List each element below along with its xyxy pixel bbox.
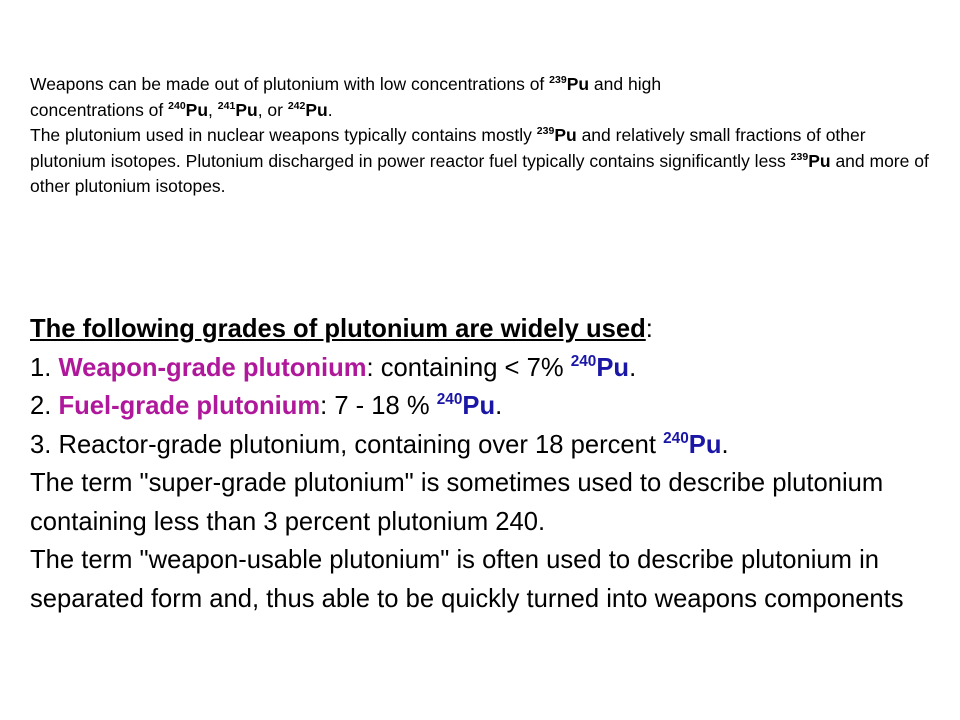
intro-paragraph-1	[30, 72, 930, 123]
isotope-symbol: Pu	[596, 353, 630, 382]
grades-block	[30, 310, 955, 618]
item-text: .	[629, 353, 637, 382]
item-text: .	[495, 392, 503, 420]
intro-paragraph-2	[30, 123, 930, 200]
intro-text: The plutonium used in nuclear weapons typically contains mostly	[30, 125, 537, 145]
intro-text: .	[327, 99, 333, 120]
intro-text: ,	[208, 99, 218, 120]
grades-heading-line	[30, 310, 955, 349]
item-text: : containing < 7%	[366, 353, 571, 382]
weapon-grade-term: Weapon-grade plutonium	[58, 353, 367, 382]
isotope-symbol: Pu	[305, 99, 328, 120]
item-number: 1.	[30, 353, 59, 382]
grade-item-weapon	[30, 349, 955, 388]
super-grade-paragraph: The term "super-grade plutonium" is sometimes used to describe plutonium containing less than 3 percent plutonium 240.	[30, 469, 884, 536]
isotope-mass-number: 240	[168, 99, 186, 112]
intro-block	[30, 72, 930, 200]
isotope-symbol: Pu	[688, 430, 722, 459]
isotope-symbol: Pu	[462, 392, 496, 420]
item-text: 3. Reactor-grade plutonium, containing over 18 percent	[30, 430, 664, 459]
item-text: .	[721, 430, 729, 459]
isotope-mass-number: 241	[217, 99, 236, 112]
isotope-mass-number: 239	[536, 125, 555, 138]
heading-colon: :	[645, 315, 653, 343]
isotope-symbol: Pu	[554, 125, 577, 145]
isotope-symbol: Pu	[235, 99, 258, 120]
intro-text: Weapons can be made out of plutonium with low concentrations of	[30, 74, 550, 94]
item-number: 2.	[30, 392, 59, 420]
isotope-symbol: Pu	[808, 150, 831, 171]
isotope-mass-number: 240	[436, 391, 463, 409]
isotope-mass-number: 242	[287, 99, 306, 112]
isotope-symbol: Pu	[185, 99, 209, 120]
isotope-symbol: Pu	[566, 74, 590, 94]
grade-item-reactor	[30, 426, 955, 465]
weapon-usable-paragraph: The term "weapon-usable plutonium" is often used to describe plutonium in separated form and, thus able to be quickly turned into weapons components	[30, 546, 904, 613]
intro-text: and more of other plutonium isotopes.	[30, 150, 929, 196]
isotope-mass-number: 240	[570, 352, 597, 370]
intro-text: concentrations of	[30, 99, 169, 120]
fuel-grade-term: Fuel-grade plutonium	[58, 392, 321, 420]
intro-text: and relatively small fractions of other plutonium isotopes. Plutonium discharged in power reactor fuel typically contains significantly less	[30, 125, 866, 171]
intro-text: and high	[589, 74, 662, 94]
intro-text: , or	[257, 99, 288, 120]
isotope-mass-number: 239	[790, 150, 809, 163]
grades-heading: The following grades of plutonium are widely used	[30, 315, 646, 343]
isotope-mass-number: 239	[549, 74, 567, 87]
item-text: : 7 - 18 %	[320, 392, 437, 420]
grade-item-fuel	[30, 387, 955, 426]
isotope-mass-number: 240	[663, 429, 689, 447]
